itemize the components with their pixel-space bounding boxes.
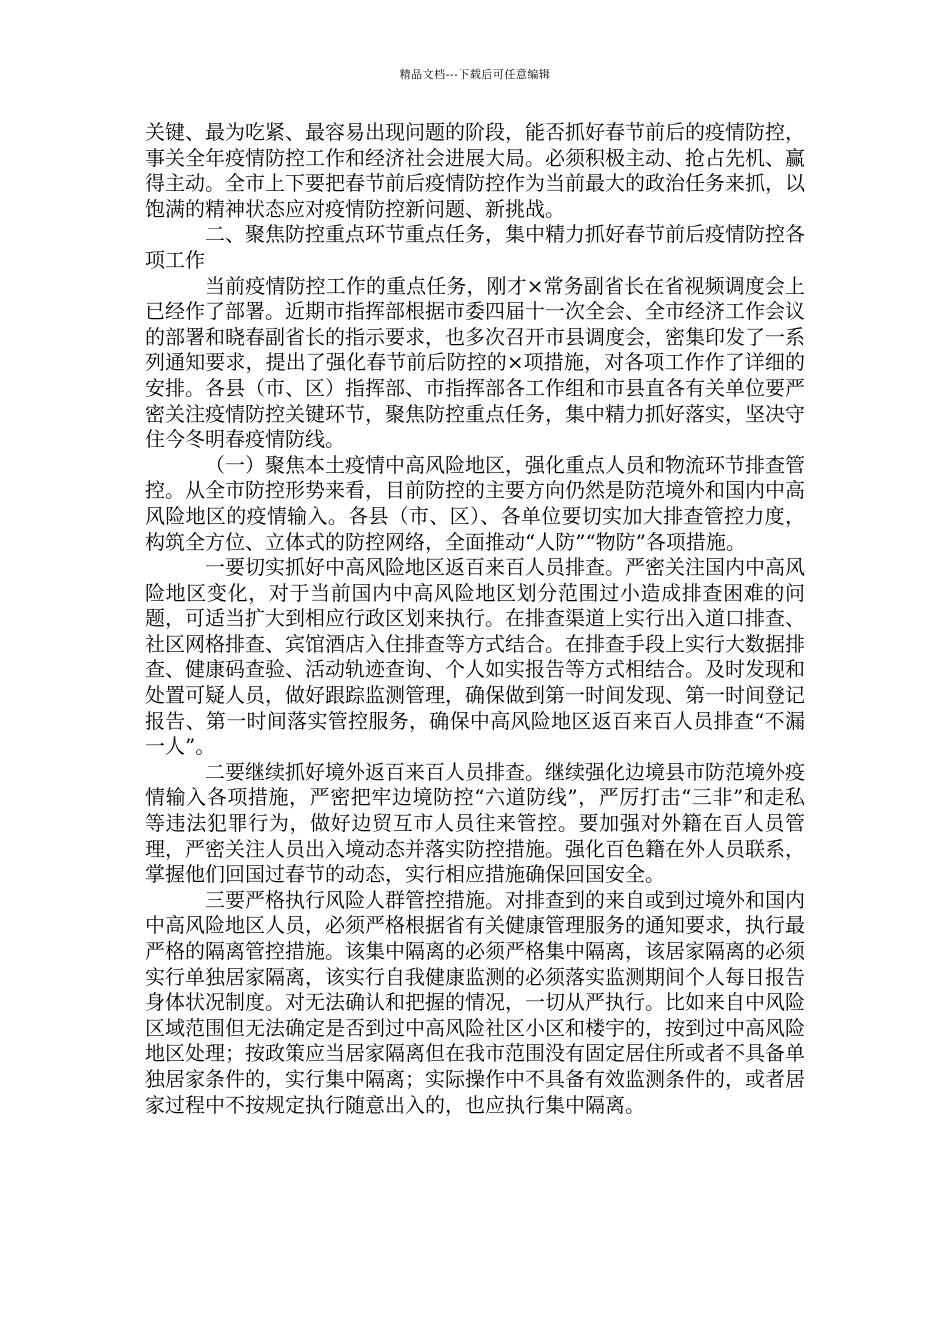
section-two-heading: 二、聚焦防控重点环节重点任务，集中精力抓好春节前后疫情防控各项工作 — [145, 222, 805, 272]
paragraph-continuation: 关键、最为吃紧、最容易出现问题的阶段，能否抓好春节前后的疫情防控，事关全年疫情防控工作和经济社会进展大局。必须积极主动、抢占先机、赢得主动。全市上下要把春节前后疫情防控作为当前最大的政治任务来抓，以饱满的精神状态应对疫情防控新问题、新挑战。 — [145, 120, 805, 221]
document-body — [145, 120, 805, 1118]
paragraph-current-tasks: 当前疫情防控工作的重点任务，刚才×常务副省长在省视频调度会上已经作了部署。近期市指挥部根据市委四届十一次全会、全市经济工作会议的部署和晓春副省长的指示要求，也多次召开市县调度会，密集印发了一系列通知要求，提出了强化春节前后防控的×项措施，对各项工作作了详细的安排。各县（市、区）指挥部、市指挥部各工作组和市县直各有关单位要严密关注疫情防控关键环节，聚焦防控重点任务，集中精力抓好落实，坚决守住今冬明春疫情防线。 — [145, 273, 805, 452]
point-one-paragraph: 一要切实抓好中高风险地区返百来百人员排查。严密关注国内中高风险地区变化，对于当前国内中高风险地区划分范围过小造成排查困难的问题，可适当扩大到相应行政区划来执行。在排查渠道上实行出入道口排查、社区网格排查、宾馆酒店入住排查等方式结合。在排查手段上实行大数据排查、健康码查验、活动轨迹查询、个人如实报告等方式相结合。及时发现和处置可疑人员，做好跟踪监测管理，确保做到第一时间发现、第一时间登记报告、第一时间落实管控服务，确保中高风险地区返百来百人员排查“不漏一人”。 — [145, 555, 805, 759]
subsection-one-paragraph: （一）聚焦本土疫情中高风险地区，强化重点人员和物流环节排查管控。从全市防控形势来看，目前防控的主要方向仍然是防范境外和国内中高风险地区的疫情输入。各县（市、区）、各单位要切实加大排查管控力度，构筑全方位、立体式的防控网络，全面推动“人防”“物防”各项措施。 — [145, 452, 805, 554]
page-header: 精品文档---下载后可任意编辑 — [399, 68, 551, 81]
point-three-paragraph: 三要严格执行风险人群管控措施。对排查到的来自或到过境外和国内中高风险地区人员，必须严格根据省有关健康管理服务的通知要求，执行最严格的隔离管控措施。该集中隔离的必须严格集中隔离，该居家隔离的必须实行单独居家隔离，该实行自我健康监测的必须落实监测期间个人每日报告身体状况制度。对无法确认和把握的情况，一切从严执行。比如来自中风险区域范围但无法确定是否到过中高风险社区小区和楼宇的，按到过中高风险地区处理；按政策应当居家隔离但在我市范围没有固定居住所或者不具备单独居家条件的，实行集中隔离；实际操作中不具备有效监测条件的，或者居家过程中不按规定执行随意出入的，也应执行集中隔离。 — [145, 887, 805, 1117]
point-two-paragraph: 二要继续抓好境外返百来百人员排查。继续强化边境县市防范境外疫情输入各项措施，严密把牢边境防控“六道防线”，严厉打击“三非”和走私等违法犯罪行为，做好边贸互市人员往来管控。要加强对外籍在百人员管理，严密关注人员出入境动态并落实防控措施。强化百色籍在外人员联系，掌握他们回国过春节的动态，实行相应措施确保回国安全。 — [145, 759, 805, 887]
